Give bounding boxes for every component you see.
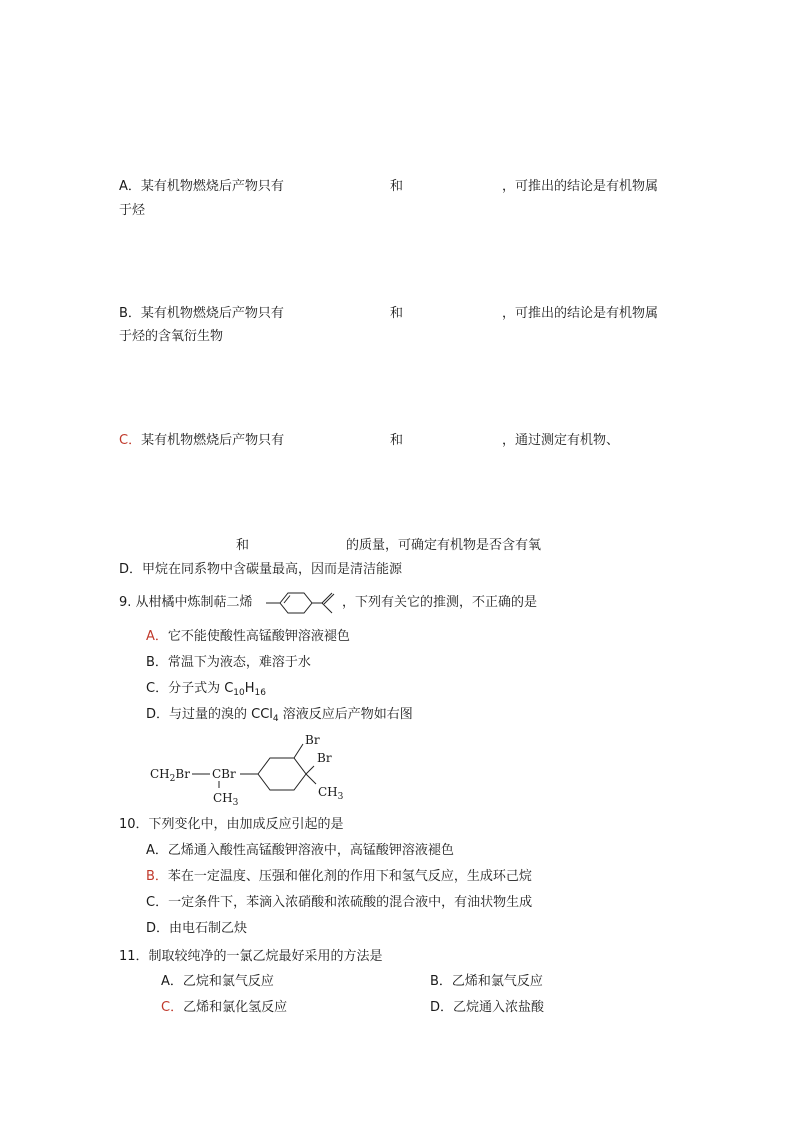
q9-option-a: A．它不能使酸性高锰酸钾溶液褪色 [146,629,350,644]
q8-option-c: C．某有机物燃烧后产物只有 [119,433,285,448]
q10-option-b: B．苯在一定温度、压强和催化剂的作用下和氢气反应，生成环己烷 [146,869,532,884]
q10-option-a: A．乙烯通入酸性高锰酸钾溶液中，高锰酸钾溶液褪色 [146,843,454,858]
option-letter: D． [146,921,170,936]
q8-c-continued: 的质量，可确定有机物是否含有氧 [346,538,542,553]
q10-option-c: C．一定条件下，苯滴入浓硝酸和浓硫酸的混合液中，有油状物生成 [146,895,533,910]
option-letter: B． [119,306,141,321]
q8-option-b: B．某有机物燃烧后产物只有 [119,306,284,321]
and-word: 和 [236,538,250,553]
and-word: 和 [390,179,404,194]
option-letter: A． [119,179,141,194]
option-letter: B． [146,655,168,670]
q9-option-b: B．常温下为液态，难溶于水 [146,655,311,670]
q8-option-a: A．某有机物燃烧后产物只有 [119,179,284,194]
q11-option-a: A．乙烷和氯气反应 [161,974,274,989]
option-letter: A． [146,629,168,644]
q8-a-continued: 于烃 [119,203,146,218]
q11-option-d: D．乙烷通入浓盐酸 [430,1000,545,1015]
ch3-label-left: $CH_3$ [213,791,239,808]
q9-option-c: C．分子式为 $C_{10}H_{16}$ [146,681,266,698]
q11-option-c: C．乙烯和氯化氢反应 [161,1000,288,1015]
q11-option-b: B．乙烯和氯气反应 [430,974,543,989]
ch2br-label: $CH_2Br$ [150,767,190,784]
ch3-label-right: $CH_3$ [318,785,344,802]
option-letter: D． [146,707,170,722]
option-letter: D． [119,562,143,577]
option-letter: C． [146,681,169,696]
q9-option-d: D．与过量的溴的 CCl$_4$ 溶液反应后产物如右图 [146,707,413,724]
cyclohexane-ring-icon [150,730,330,805]
br-label-top: Br [305,733,320,747]
and-word: 和 [390,306,404,321]
br-label-right: Br [317,751,332,765]
terpene-structure-icon [266,589,340,617]
q9-stem-tail: ，下列有关它的推测，不正确的是 [342,595,538,610]
option-letter: D． [430,1000,454,1015]
q8-b-continued: 于烃的含氧衍生物 [119,329,224,344]
option-letter: B． [146,869,168,884]
q9-stem: 9. 从柑橘中炼制萜二烯 [119,595,253,610]
q8-a-conclusion: ，可推出的结论是有机物属 [502,179,659,194]
q10-option-d: D．由电石制乙炔 [146,921,248,936]
option-letter: C． [161,1000,184,1015]
q10-stem: 10．下列变化中，由加成反应引起的是 [119,817,344,832]
and-word: 和 [390,433,404,448]
option-letter: A． [146,843,168,858]
q8-option-d: D．甲烷在同系物中含碳量最高，因而是清洁能源 [119,562,403,577]
q8-b-conclusion: ，可推出的结论是有机物属 [502,306,659,321]
option-letter: B． [430,974,452,989]
option-letter: C． [146,895,169,910]
option-letter: A． [161,974,183,989]
option-letter: C． [119,433,142,448]
q8-c-measure: ，通过测定有机物、 [502,433,620,448]
cbr-label: CBr [212,767,236,781]
q11-stem: 11．制取较纯净的一氯乙烷最好采用的方法是 [119,949,383,964]
